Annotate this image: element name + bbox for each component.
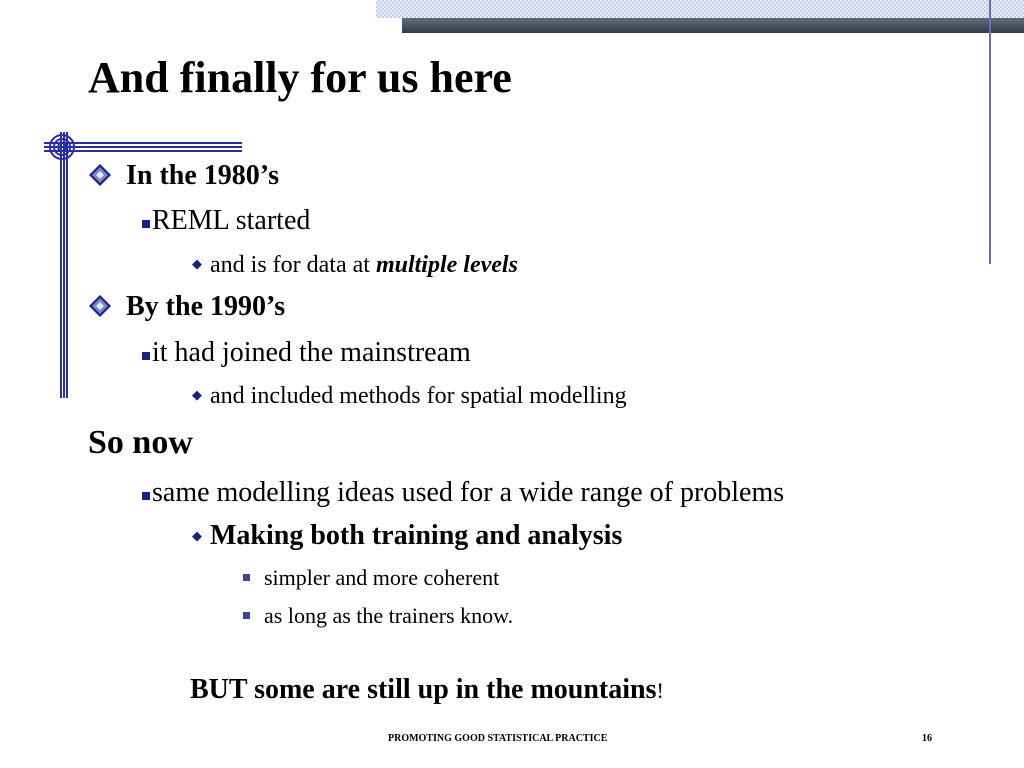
trainers-text: as long as the trainers know. <box>264 603 514 628</box>
reml-text: REML started <box>152 205 311 236</box>
sub-sub-bullet-training <box>192 520 622 552</box>
page-number: 16 <box>922 733 932 744</box>
diamond-bullet-icon <box>88 163 112 187</box>
square-bullet-icon <box>142 492 150 500</box>
square-bullet-icon <box>243 612 250 619</box>
slide-title: And finally for us here <box>88 53 512 102</box>
sub-bullet-modelling-ideas <box>142 477 784 509</box>
square-bullet-icon <box>142 220 150 228</box>
sub-bullet-mainstream <box>142 337 471 369</box>
level4-bullet-simpler <box>243 565 499 591</box>
training-text: Making both training and analysis <box>210 520 623 551</box>
top-dark-bar <box>402 18 1024 33</box>
multiple-levels-emphasis: multiple levels <box>375 252 518 278</box>
so-now-heading: So now <box>88 424 193 461</box>
mainstream-text: it had joined the mainstream <box>152 337 471 368</box>
bullet-1980s: In the 1980’s <box>126 160 279 191</box>
sub-sub-bullet-spatial <box>192 383 627 410</box>
small-diamond-bullet-icon: ◆ <box>192 256 202 271</box>
bullet-1990s: By the 1990’s <box>126 291 286 322</box>
square-bullet-icon <box>243 574 250 581</box>
swirl-ornament-icon <box>43 131 79 167</box>
closing-statement <box>190 674 664 706</box>
top-pattern-band <box>376 0 1024 18</box>
right-vertical-rule <box>989 0 991 264</box>
spatial-text: and included methods for spatial modelling <box>210 383 627 409</box>
small-diamond-bullet-icon: ◆ <box>192 528 202 543</box>
small-diamond-bullet-icon: ◆ <box>192 387 202 402</box>
diamond-bullet-icon <box>88 294 112 318</box>
left-vertical-rules <box>60 132 68 398</box>
level4-bullet-trainers <box>243 603 513 629</box>
square-bullet-icon <box>142 352 150 360</box>
footer-text: PROMOTING GOOD STATISTICAL PRACTICE <box>388 733 608 744</box>
modelling-ideas-text: same modelling ideas used for a wide range of problems <box>152 477 785 508</box>
simpler-text: simpler and more coherent <box>264 565 500 590</box>
sub-sub-bullet-multiple-levels <box>192 252 518 279</box>
sub-bullet-reml <box>142 205 310 237</box>
multiple-levels-prefix: and is for data at <box>210 252 376 278</box>
closing-punct: ! <box>656 678 664 703</box>
closing-text: BUT some are still up in the mountains <box>190 674 657 705</box>
